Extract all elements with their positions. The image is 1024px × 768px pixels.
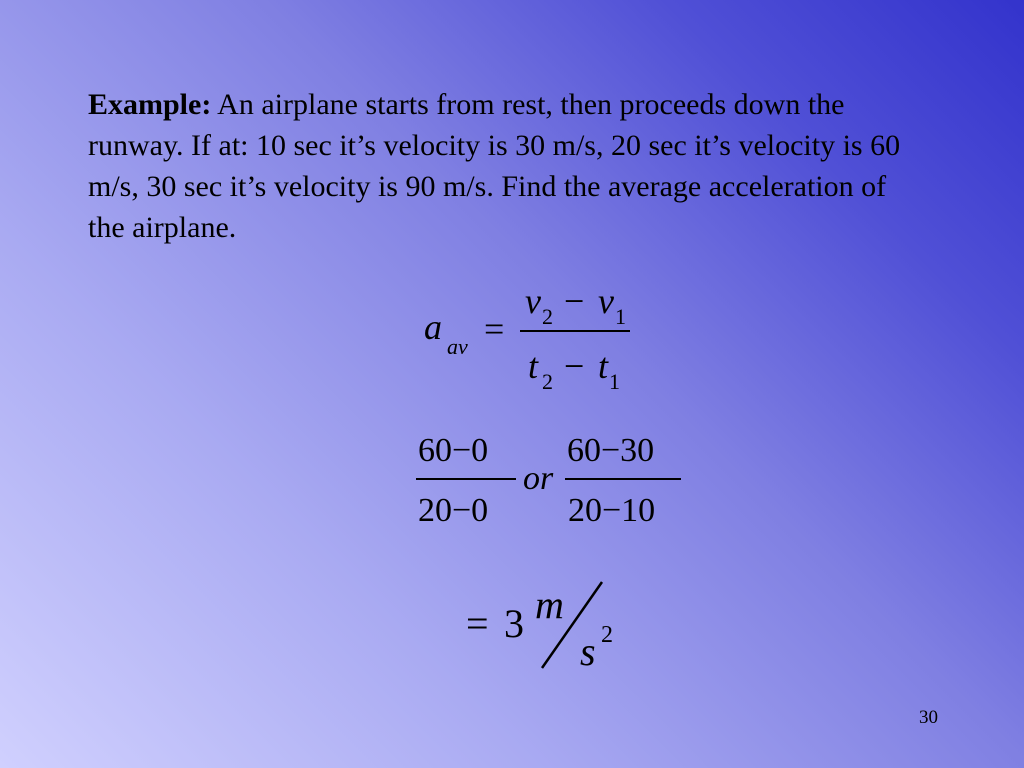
numerator-v2-subscript: 2 bbox=[542, 304, 553, 329]
formula-equals: = bbox=[484, 309, 505, 349]
lhs-symbol: a bbox=[424, 307, 442, 347]
numerator-v2: v bbox=[525, 281, 541, 321]
problem-statement bbox=[88, 84, 918, 248]
numerator-v1: v bbox=[598, 281, 614, 321]
denominator-t1-subscript: 1 bbox=[609, 369, 620, 394]
or-word: or bbox=[523, 460, 554, 497]
numerator-v1-subscript: 1 bbox=[615, 304, 626, 329]
result-unit-slash bbox=[538, 580, 608, 672]
formula-fraction-bar bbox=[520, 330, 630, 332]
denominator-t2: t bbox=[528, 346, 539, 386]
numerator-minus: − bbox=[564, 281, 585, 321]
problem-text: An airplane starts from rest, then proceeds down the runway. If at: 10 sec it’s velocity is 30 m/s, 20 sec it’s velocity is 60 m/s, 30 sec it’s velocity is 90 m/s. Find the average acceleration of the airplane. bbox=[88, 88, 901, 244]
lhs-subscript: av bbox=[447, 334, 468, 359]
denominator-minus: − bbox=[564, 346, 585, 386]
denominator-t1: t bbox=[598, 346, 609, 386]
page-number: 30 bbox=[919, 707, 938, 728]
fraction1-numerator: 60−0 bbox=[418, 432, 489, 469]
result-unit-denominator: s bbox=[580, 629, 596, 674]
fraction1-denominator: 20−0 bbox=[418, 492, 489, 529]
fraction1-bar bbox=[416, 478, 516, 480]
result-unit-exponent: 2 bbox=[601, 622, 613, 648]
result-unit-numerator: m bbox=[535, 582, 564, 627]
result-value: 3 bbox=[504, 601, 524, 646]
fraction2-denominator: 20−10 bbox=[568, 492, 656, 529]
denominator-t2-subscript: 2 bbox=[542, 369, 553, 394]
fraction2-numerator: 60−30 bbox=[567, 432, 655, 469]
fraction2-bar bbox=[565, 478, 681, 480]
result-equals: = bbox=[466, 601, 489, 646]
example-label: Example: bbox=[88, 88, 212, 121]
